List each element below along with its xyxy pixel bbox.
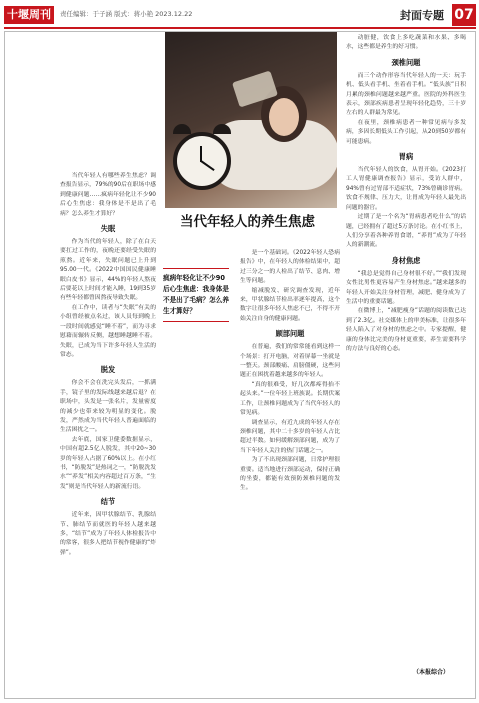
subheading-neck: 顾部问题	[275, 329, 305, 339]
paragraph: 你会不会在洗完头发后，一抓满手，镜子里的发际线越来越后退？在职场中，头发是一张名片，发量密度的减少也带来较为明显的变化。脱发，严然成为当代年轻人普遍面临的生活困扰之一。	[60, 380, 156, 434]
subheading-insomnia: 失眠	[100, 224, 116, 234]
article-title: 当代年轻人的养生焦虑	[180, 214, 315, 230]
paragraph: 调查显示，有近九成的年轻人存在颈椎问题，其中二十多岁的年轻人占比超过半数。如何缓解颈部问题，成为了当下年轻人关注的热门话题之一。	[240, 419, 340, 454]
subheading-nodules: 结节	[100, 497, 116, 507]
header-rule	[4, 27, 476, 29]
column-3	[346, 34, 466, 354]
paragraph: “我总是觉得自己身材很不好。”“我们发现女性比男性更容易产生身材焦虑。”越来越多的年轻人开始关注身材管理，减肥、健身成为了生活中的重要话题。	[346, 270, 466, 305]
column-2	[240, 249, 340, 494]
paragraph: 动脏健，饮食上多吃蔬菜和水果、多喝水，这些都是养生的好习惯。	[346, 35, 466, 51]
page-header	[0, 0, 479, 28]
paragraph: 在微博上，“减肥瘦身”话题的阅读数已达到了2.3亿。社交媒体上的审美标准，让很多年轻人陷入了对身材的焦虑之中。专家提醒，健康的身体比完美的身材更重要，养生需要科学的方法与良好的心态。	[346, 308, 466, 352]
masthead: 十堰周刊	[4, 6, 54, 24]
pull-quote: 疯病年轻化让不少90后心生焦虑：我身体是不是出了毛病？怎么养生才算好？	[163, 268, 229, 322]
section-title: 封面专题	[400, 9, 444, 22]
paragraph: 缩减脱发、研究调查发现，近年来，甲状腺结节检出率逐年提高，这个数字让很多年轻人焦虑不已，不得不开始关注自身的健康问题。	[240, 287, 340, 322]
paragraph: 是一个基础词。《2022年轻人恐病报告》中，在年轻人的体检结果中，超过三分之一的人检出了结节、息肉、增生等问题。	[240, 250, 340, 285]
paragraph: “真的很难受，好几次都疼得抬不起头来。”一位年轻上班族说。长期伏案工作，让颈椎问题成为了当代年轻人的常见病。	[240, 381, 340, 417]
paragraph: 在普遍，我们的常常能看到这样一个场景：打开电脑，对着屏幕一坐就是一整天。颈部酸痛、肩膀僵硬，这些问题正在困扰着越来越多的年轻人。	[240, 344, 340, 379]
paragraph: 在夜里，颈椎病患者一种常见病与多发病，多因长期低头工作引起，从20到50岁都有可能患病。	[346, 119, 466, 145]
alarm-clock-icon	[173, 132, 231, 190]
feature-photo	[165, 32, 337, 208]
subheading-stomach: 胃病	[398, 152, 414, 162]
paragraph: 在工作中，读者与“失眠”有关的小组曾经被点名过，该人员每到晚上一段时间就感觉“睡不着”，而为寻求慰藉而辗转反侧，越想睡越睡不着。失眠，已成为当下许多年轻人生活的常态。	[60, 304, 156, 358]
face-shape	[269, 98, 299, 136]
subheading-hair-loss: 脱发	[100, 365, 116, 375]
paragraph: 而三个动作形容当代年轻人的一天：玩手机、低头看手机、坐着看手机。“低头族”日积月累的颈椎问题越来越严重。医院的外科医生表示，颈部疾病患者呈现年轻化趋势，三十岁左右的人群最为常见。	[346, 72, 466, 117]
paragraph: 过期了是一个名为“胃病患者吃什么”的话题，已经拥有了超过5万条讨论。在小红书上，人们分享着各种养胃食谱，“养胃”成为了年轻人的新潮流。	[346, 214, 466, 249]
paragraph: 去年底，国家卫健委数据显示，中国有超2.5亿人脱发，其中20~30岁的年轻人占据了60%以上。在小红书，“防脱发”是热词之一，“防脱洗发水”“养发”相关内容超过百万条，“生发”则是当代年轻人的新流行语。	[60, 436, 156, 490]
paragraph: 近年来，因甲状腺结节、乳腺结节、肺结节而就医的年轻人越来越多，“结节”成为了年轻人体检报告中的常客，很多人把结节视作健康的“炸弹”。	[60, 512, 156, 556]
column-1	[60, 172, 156, 558]
paragraph: 作为当代的年轻人，除了在白天要扛过工作的，夜晚还要经受失眠的煎熬。近年来，失眠问题已上升到95.00一代。《2022中国国民健康睡眠白皮书》显示，44%的年轻人熬夜后要花以上时间才能入睡，19到35岁有些年轻都曾因熬夜导致失眠。	[60, 239, 156, 302]
subheading-cervical: 颈椎问题	[391, 57, 421, 67]
page-number: 07	[452, 4, 476, 26]
source-note: （本报综合）	[413, 669, 450, 676]
editor-credits: 责任编辑：于子涵 版式：蒋小艳 2023.12.22	[60, 10, 193, 18]
subheading-body-image: 身材焦虑	[391, 255, 421, 265]
paragraph: 当代年轻人的饮食，从胃开始。《2023打工人胃健康调查报告》显示，受访人群中，94%曾有过胃部不适症状，73%曾确诊胃病。饮食不规律、压力大，让胃成为年轻人最先出问题的器官。	[346, 167, 466, 211]
article-intro: 当代年轻人有哪些养生焦虑？调查报告显示，79%的90后在职场中感到健康问题……疯病年轻化让不少90后心生焦虑：我身体是不是出了毛病？怎么养生才算好？	[60, 173, 156, 217]
paragraph: 为了不出现颈部问题，日常护理很重要。适当地进行颈部运动，保持正确的坐姿，都能有效预防颈椎问题的发生。	[240, 457, 340, 492]
